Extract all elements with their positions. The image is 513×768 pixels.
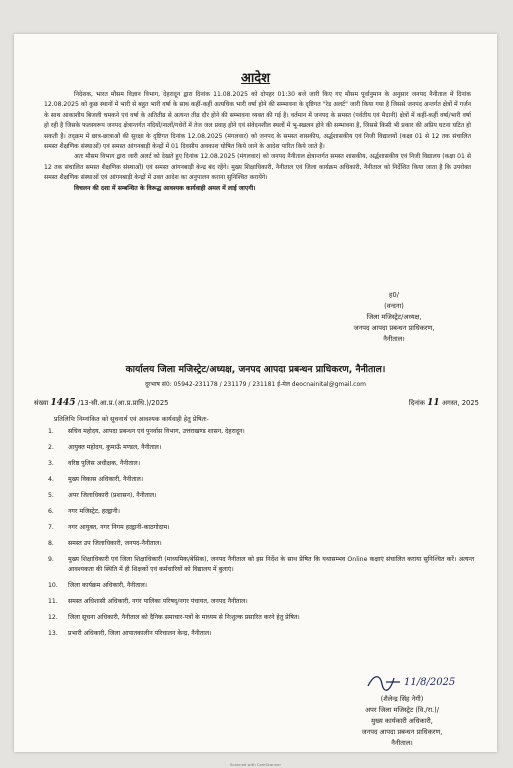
recipient-text: जिला सूचना अधिकारी, नैनीताल को दैनिक समाचार-पत्रों के माध्यम से निःशुल्क प्रसारित करने हेतु प्रेषित। xyxy=(68,613,300,621)
recipient-number: 4. xyxy=(48,475,54,483)
recipient-number: 11. xyxy=(48,597,58,605)
date-label: दिनांक xyxy=(408,399,425,407)
signatory-place: नैनीताल। xyxy=(383,335,405,343)
recipient-number: 1. xyxy=(48,428,54,435)
order-paragraph-1: निदेशक, भारत मौसम विज्ञान विभाग, देहरादून द्वारा दिनांक 11.08.2025 को दोपहर 01:30 बजे जारी किए गए मौसम पूर्वानुमान के अनुसार जनपद नैनीताल में दिनांक 12.08.2025 को कुछ स्थानों में भारी से बहुत भारी वर्षा के साथ कहीं-कहीं अत्यधिक भारी वर्षा होने की सम्भावना के दृष्टिगत "रेड अलर्ट" जारी किया गया है जिससे जनपद अन्तर्गत क्षेत्रों में गर्जन के साथ आकाशीय बिजली चमकने एवं वर्षा के अतितीव्र से अत्यन्त तीव्र दौर होने की सम्भावना व्यक्त की गई है। वर्तमान में जनपद के समस्त (पर्वतीय एवं मैदानी) क्षेत्रों में कहीं-कहीं वर्षा/भारी वर्षा हो रही है जिसके फलस्वरूप जनपद क्षेत्रान्तर्गत नदियों/नालों/गधेरों में तेज जल प्रवाह होने एवं संवेदनशील स्थलों में भू-स्खलन होने की सम्भावना है, जिससे किसी भी प्रकार की अप्रिय घटना घटित हो सकती है। तद्क्रम में छात्र-छात्राओं की सुरक्षा के दृष्टिगत दिनांक 12.08.2025 (मंगलवार) को जनपद के समस्त शासकीय, अर्द्धशासकीय एवं निजी विद्यालयों (कक्षा 01 से 12 तक संचालित समस्त शैक्षणिक संस्थाओं) एवं समस्त आंगनबाड़ी केन्द्रों में 01 दिवसीय अवकाश घोषित किये जाने के आदेश पारित किये जाते हैं। xyxy=(44,91,471,151)
recipient-item xyxy=(44,581,474,591)
reference-label: संख्या xyxy=(34,399,49,407)
recipient-item xyxy=(44,427,474,437)
copy-to-line: प्रतिलिपिः निम्नांकित को सूचनार्थ एवं आवश्यक कार्यवाही हेतु प्रेषितः- xyxy=(54,416,209,423)
recipient-item xyxy=(44,475,474,485)
recipient-item xyxy=(44,613,474,623)
signatory-designation: जिला मजिस्ट्रेट/अध्यक्ष, xyxy=(366,313,422,321)
recipient-text: नगर मजिस्ट्रेट, हल्द्वानी। xyxy=(68,507,120,515)
recipient-list xyxy=(44,427,474,645)
office-heading: कार्यालय जिला मजिस्ट्रेट/अध्यक्ष, जनपद आपदा प्रबन्धन प्राधिकरण, नैनीताल। xyxy=(125,364,386,375)
reference-handwritten-number: 1445 xyxy=(50,398,76,408)
scanner-watermark: Scanned with CamScanner xyxy=(229,762,282,767)
signature-mark: ह0/ xyxy=(389,291,399,299)
recipient-text: सचिव महोदय, आपदा प्रबन्धन एवं पुनर्वास विभाग, उत्तराखण्ड शासन, देहरादून। xyxy=(68,428,245,435)
signatory-name: (वन्दना) xyxy=(384,302,404,310)
recipient-item xyxy=(44,443,474,453)
recipient-number: 13. xyxy=(48,629,58,637)
order-paragraph-2: अतः मौसम विभाग द्वारा जारी अलर्ट को देखते हुए दिनांक 12.08.2025 (मंगलवार) को जनपद नैनीताल क्षेत्रान्तर्गत समस्त शासकीय, अर्द्धशासकीय एवं निजी विद्यालय (कक्षा 01 से 12 तक संचालित समस्त शैक्षणिक संस्थाओं) एवं समस्त आंगनबाड़ी केन्द्र बंद रहेंगे। मुख्य शिक्षाधिकारी, नैनीताल एवं जिला कार्यक्रम अधिकारी, नैनीताल को निर्देशित किया जाता है कि उपरोक्त समस्त शैक्षणिक संस्थाओं एवं आंगनबाड़ी केन्द्रों में उक्त आदेश का अनुपालन कराना सुनिश्चित करायेंगे। xyxy=(44,153,471,182)
recipient-text: वरिष्ठ पुलिस अधीक्षक, नैनीताल। xyxy=(68,459,141,467)
recipient-number: 3. xyxy=(48,459,54,467)
recipient-item xyxy=(44,629,474,639)
reference-row xyxy=(34,398,479,410)
signatory-place: नैनीताल। xyxy=(391,739,413,747)
signatory-name: (शैलेन्द्र सिंह नेगी) xyxy=(380,695,424,703)
recipient-text: अपर जिलाधिकारी (प्रशासन), नैनीताल। xyxy=(68,491,157,499)
signatory-designation: अपर जिला मजिस्ट्रेट (वि./रा.)/ xyxy=(365,706,439,714)
date-month-year: अगस्त, 2025 xyxy=(441,399,479,407)
recipient-number: 10. xyxy=(48,581,58,589)
recipient-item xyxy=(44,555,474,575)
signature-block-magistrate xyxy=(314,290,474,345)
recipient-item xyxy=(44,459,474,469)
reference-number xyxy=(34,398,168,408)
handwritten-signature xyxy=(364,668,494,696)
recipient-text: समस्त अधिशासी अधिकारी, नगर पालिका परिषद्/नगर पंचायत, जनपद नैनीताल। xyxy=(68,597,248,605)
reference-date xyxy=(409,398,479,408)
order-paragraph-3: विचलन की दशा में सम्बन्धित के विरूद्ध आवश्यक कार्यवाही अमल में लाई जाएगी। xyxy=(74,184,256,192)
handwritten-date: 11/8/2025 xyxy=(404,677,456,688)
recipient-item xyxy=(44,539,474,549)
recipient-text: जिला कार्यक्रम अधिकारी, नैनीताल। xyxy=(68,581,148,589)
document-page xyxy=(14,34,497,767)
signatory-authority: जनपद आपदा प्रबन्धन प्राधिकरण, xyxy=(353,324,435,332)
recipient-text: नगर आयुक्त, नगर निगम हल्द्वानी-काठगोदाम। xyxy=(68,523,170,531)
recipient-text: आयुक्त महोदय, कुमाऊँ मण्डल, नैनीताल। xyxy=(68,443,162,451)
recipient-number: 9. xyxy=(48,555,54,563)
order-body xyxy=(44,90,471,194)
recipient-item xyxy=(44,523,474,533)
recipient-text: प्रभारी अधिकारी, जिला आपातकालीन परिचालन केन्द्र, नैनीताल। xyxy=(68,629,212,637)
recipient-text: मुख्य शिक्षाधिकारी एवं जिला शिक्षाधिकारी (माध्यमिक/बेसिक), जनपद नैनीताल को इस निर्देश के साथ प्रेषित कि यथासम्भव Online कक्षाएं संचालित कराया सुनिश्चित करें। अत्यन्त आवश्यकता की स्थिति में ही शिक्षकों एवं कर्मचारियों को विद्यालय में बुलाएं। xyxy=(68,555,474,573)
signature-block-adm xyxy=(322,694,482,749)
signatory-authority: जनपद आपदा प्रबन्धन प्राधिकरण, xyxy=(361,728,443,736)
recipient-item xyxy=(44,507,474,517)
recipient-number: 12. xyxy=(48,613,58,621)
recipient-number: 7. xyxy=(48,523,54,531)
reference-suffix: /13-सी.आ.प्र.(आ.प्र.प्राधि.)/2025 xyxy=(77,399,169,407)
recipient-number: 6. xyxy=(48,507,54,515)
recipient-number: 8. xyxy=(48,539,54,547)
recipient-item xyxy=(44,597,474,607)
recipient-item xyxy=(44,491,474,501)
signatory-role: मुख्य कार्यकारी अधिकारी, xyxy=(371,717,433,725)
recipient-number: 5. xyxy=(48,491,54,499)
office-contact: दूरभाष सं0: 05942-231178 / 231179 / 231181 ई-मेल deocnainital@gmail.com xyxy=(145,381,366,388)
order-title: आदेश xyxy=(240,71,271,86)
recipient-text: समस्त उप जिलाधिकारी, जनपद-नैनीताल। xyxy=(68,539,162,547)
recipient-text: मुख्य विकास अधिकारी, नैनीताल। xyxy=(68,475,144,483)
recipient-number: 2. xyxy=(48,443,54,451)
date-day: 11 xyxy=(427,398,440,408)
